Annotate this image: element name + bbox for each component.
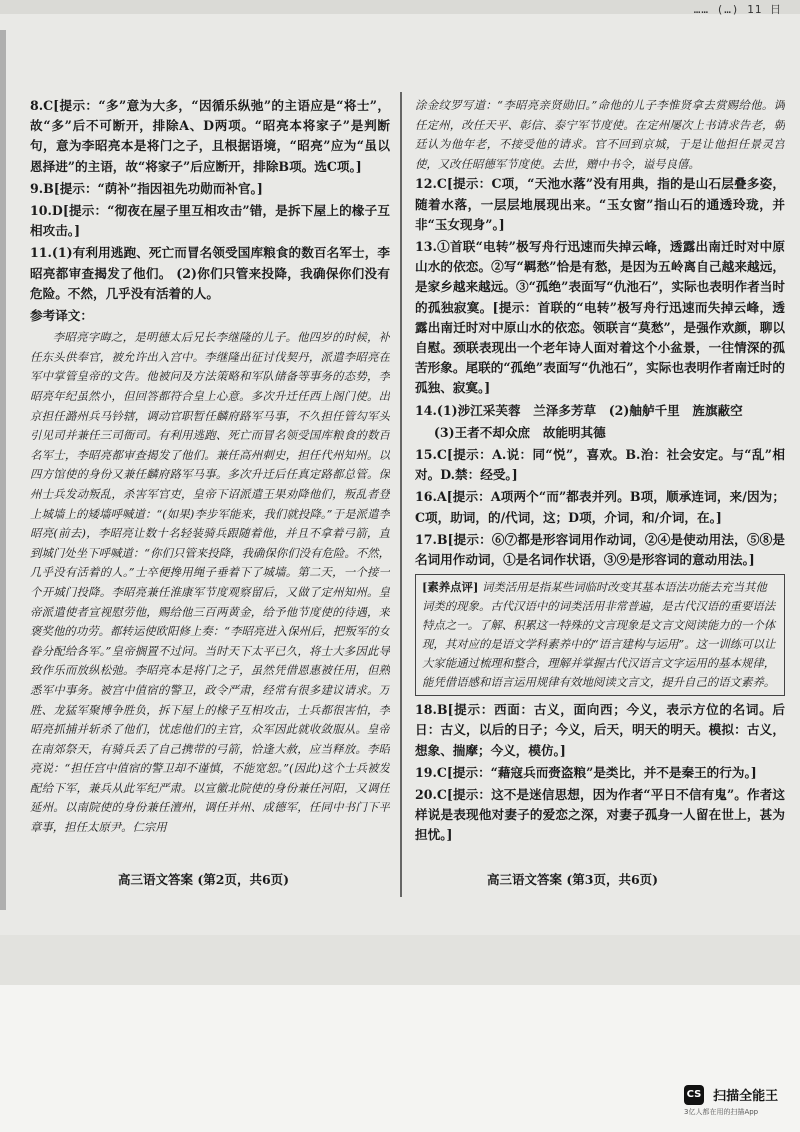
camscanner-logo-icon: CS (684, 1085, 704, 1105)
literacy-review-text: 词类活用是指某些词临时改变其基本语法功能去充当其他词类的现象。古代汉语中的词类活用非常普遍，是古代汉语的重要语法特点之一。了解、积累这一特殊的文言现象是文言文阅读能力的一个体现，其对应的是语文学科素养中的“语言建构与运用”。这一训练可以让大家能通过梳理和整合，理解并掌握古代汉语言文字运用的基本规律，能凭借语感和语言运用规律有效地阅读文言文，提升自己的语文素养。 (422, 580, 776, 690)
top-band (0, 0, 800, 14)
answer-18: 18.B[提示：西面：古义，面向西；今义，表示方位的名词。后日：古义，以后的日子；今义，后天，明天的明天。模拟：古义，想象、揣摩；今义，模仿。] (415, 702, 785, 758)
reference-translation-right: 涂金纹罗写道：“李昭亮亲贤勋旧。”命他的儿子李惟贤拿去赏赐给他。调任定州，改任天平、彰信、泰宁军节度使。在定州屡次上书请求告老，朝廷认为他年老，不接受他的请求。官不回到京城，于是让他担任景灵宫使，又改任昭德军节度使。去世，赠中书令，谥号良僖。 (415, 98, 785, 171)
camscanner-watermark (684, 1084, 794, 1117)
literacy-review-title: [素养点评] (422, 580, 479, 595)
reference-translation-left: 李昭亮字晦之，是明德太后兄长李继隆的儿子。他四岁的时候，补任东头供奉官，被允许出入宫中。李继隆出征讨伐契丹，派遣李昭亮在军中掌管皇帝的文告。他被问及方法策略和军队储备等事务的态势，李昭亮年纪虽然小，但回答都符合皇上心意。多次升迁任西上阁门使。出京担任潞州兵马钤辖，调动官职暂任麟府路军马事，不久担任管勾军头引见司并兼任三司衙司。有利用逃跑、死亡而冒名领受国库粮食的数百名军士，李昭亮都审查揭发了他们。兼任高州刺史，担任代州知州。以四方馆使的身份又兼任麟府路军马事。多次升迁后任真定路都总管。保州士兵发动叛乱，杀害军官吏，皇帝下诏派遣王果劝降他们，叛乱者登上城墙上的矮墙呼喊道：“(如果)李步军能来，我们就投降。”于是派遣李昭亮(前去)，李昭亮让数十名轻装骑兵跟随着他，并且不拿着弓箭，直到城门处坐下呼喊道：“你们只管来投降，我确保你们没有危险。不然，几乎没有活着的人。”士卒便搀用绳子垂着下了城墙。第二天，一个接一个开城门投降。李昭亮兼任淮康军节度观察留后，又做了定州知州。皇帝派遣使者宣视慰劳他，赐给他三百两黄金，给予他节度使的待遇，来褒奖他的功劳。都转运使欧阳修上奏：“李昭亮进入保州后，把叛军的女眷分配给各军。”皇帝搁置不过问。当时天下太平已久，将士大多因此导致作乐而放纵松弛。李昭亮本是将门之子，虽然凭借恩惠被任用，但熟悉军中事务。被宫中值宿的警卫，政令严肃，经常有很多建议请求。万胜、龙猛军聚博争胜负，拆下屋上的椽子互相攻击，士兵都很害怕，李昭亮抓捕并斩杀了他们，忧虑他们的主官，众军因此就收敛服从。皇帝在南郊祭天，有骑兵丢了自己携带的弓箭，恰逢大赦，应当释放。李昭亮说：“担任宫中值宿的警卫却不谨慎，不能宽恕。”(因此)这个士兵被发配给下军，兼兵从此军纪严肃。以宣徽北院使的身份兼任河阳，又调任延州。以南院使的身份兼任澶州，调任并州、成德军，任同中书门下平章事，担任太原尹。仁宗用 (30, 330, 390, 835)
footer-page-3: 高三语文答案 (第3页，共6页) (487, 872, 659, 887)
answer-10: 10.D[提示：“彻夜在屋子里互相攻击”错，是拆下屋上的椽子互相攻击。] (30, 203, 390, 239)
page-edge-shadow (0, 30, 6, 910)
footer-page-2: 高三语文答案 (第2页，共6页) (118, 872, 290, 887)
watermark-name: 扫描全能王 (713, 1089, 779, 1104)
answer-14-line2: (3)王者不却众庶 故能明其德 (433, 424, 606, 440)
answer-13: 13.①首联“电转”极写舟行迅速而失掉云峰，透露出南迁时对中原山水的依恋。②写“羁愁”恰是有愁，是因为五岭离自己越来越远，是家乡越来越远。③“孤绝”表面写“仇池石”，实际也表明作者当时的孤独寂寞。[提示：首联的“电转”极写舟行迅速而失掉云峰，透露出南迁时对中原山水的依恋。领联言“莫愁”，是强作欢颜，聊以自慰。颈联表现出一个老年诗人面对着这个小盆景，一往情深的孤苦形象。尾联的“孤绝”表面写“仇池石”，实际也表明作者南迁时的孤独、寂寞。] (415, 238, 785, 396)
answer-16: 16.A[提示：A项两个“而”都表并列。B项，顺承连词，来/因为；C项，助词，的/代词，这；D项，介词，和/介词，在。] (415, 489, 785, 525)
answer-17: 17.B[提示：⑥⑦都是形容词用作动词，②④是使动用法，⑤⑧是名词用作动词，①是名词作状语，③⑨是形容词的意动用法。] (415, 531, 785, 568)
left-column (30, 96, 390, 891)
right-column (415, 96, 785, 891)
answer-20: 20.C[提示：这不是迷信思想，因为作者“平日不信有鬼”。作者这样说是表现他对妻子的爱恋之深，对妻子孤身一人留在世上，甚为担忧。] (415, 787, 785, 843)
answer-14-line1: 14.(1)涉江采芙蓉 兰泽多芳草 (2)舳舻千里 旌旗蔽空 (415, 402, 743, 418)
answer-15: 15.C[提示：A.说：同“悦”，喜欢。B.治：社会安定。与“乱”相对。D.禁：经受。] (415, 447, 785, 483)
answer-8: 8.C[提示：“多”意为大多，“因循乐纵弛”的主语应是“将士”，故“多”后不可断开，排除A、D两项。“昭亮本将家子”是判断句，意为李昭亮本是将门之子，且根据语境，“昭亮”应为“虽以恩择进”的主语，故“将家子”后应断开，排除B项。选C项。] (30, 98, 390, 174)
answer-19: 19.C[提示：“藉寇兵而赍盗粮”是类比，并不是秦王的行为。] (415, 764, 757, 780)
answer-9: 9.B[提示：“荫补”指因祖先功勋而补官。] (30, 180, 263, 196)
bottom-scan-strip (0, 935, 800, 985)
watermark-tagline: 3亿人都在用的扫描App (684, 1107, 759, 1116)
reference-translation-label: 参考译文： (30, 308, 93, 324)
answer-12: 12.C[提示：C项，“天池水落”没有用典，指的是山石层叠多姿，随着水落，一层层地展现出来。“玉女窗”指山石的通透玲珑，并非“玉女现身”。] (415, 176, 785, 232)
answer-11: 11.(1)有利用逃跑、死亡而冒名领受国库粮食的数百名军士，李昭亮都审查揭发了他们。 (2)你们只管来投降，我确保你们没有危险。不然，几乎没有活着的人。 (30, 245, 390, 301)
literacy-review-box (415, 574, 785, 696)
header-fragment: …… (…) 11 日 (693, 3, 782, 16)
column-divider (400, 92, 402, 897)
